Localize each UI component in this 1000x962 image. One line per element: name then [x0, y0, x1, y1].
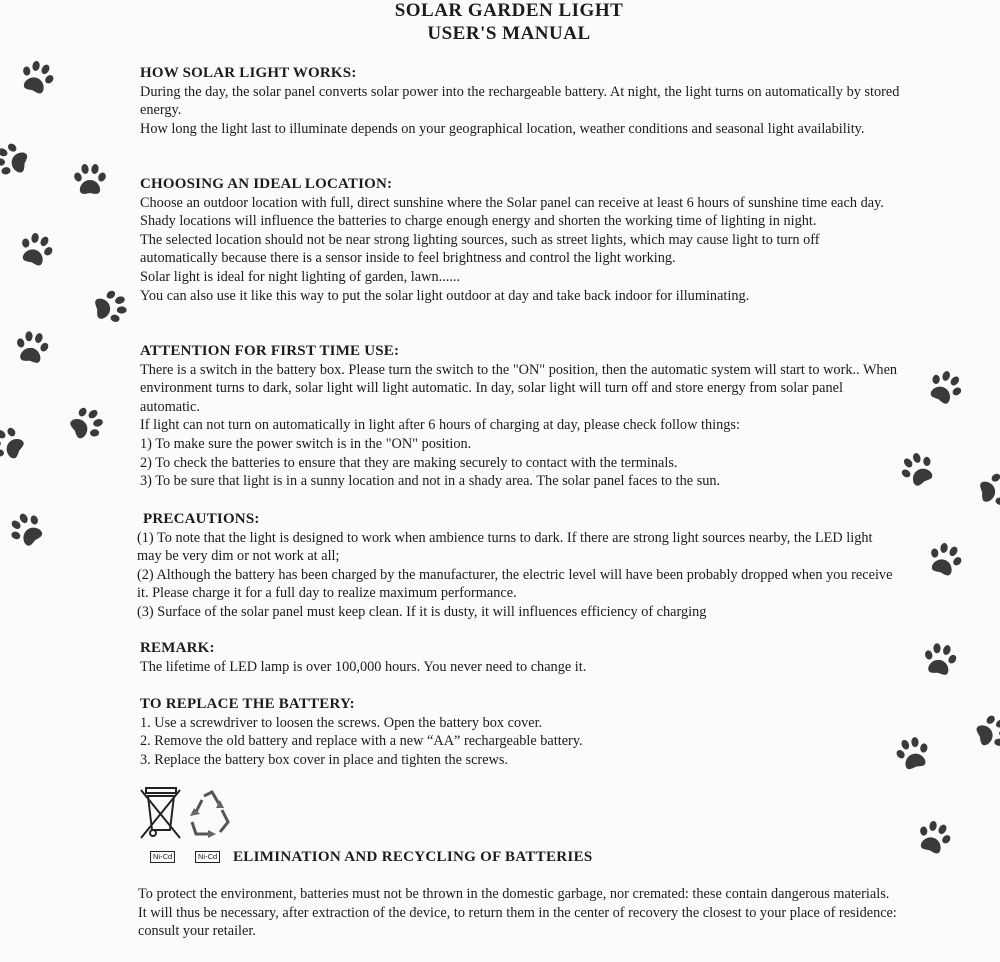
- section-heading: TO REPLACE THE BATTERY:: [140, 696, 355, 712]
- section-first-time-use: [140, 342, 900, 491]
- paragraph: To protect the environment, batteries must not be thrown in the domestic garbage, nor cremated: these contain dangerous materials.: [138, 886, 890, 902]
- paw-print-icon: [0, 417, 35, 472]
- list-item: 2) To check the batteries to ensure that they are making securely to contact with the terminals.: [140, 454, 678, 471]
- paragraph: There is a switch in the battery box. Please turn the switch to the "ON" position, then the automatic system will start to work.. When environment turns to dark, solar light will light automatic. In day, solar light will turn off and store energy from solar panel automatic.: [140, 361, 898, 415]
- paragraph: You can also use it like this way to put the solar light outdoor at day and take back indoor for illuminating.: [140, 287, 750, 304]
- paw-print-icon: [10, 224, 61, 275]
- nicd-label: Ni-Cd: [150, 851, 175, 863]
- paw-print-icon: [917, 637, 963, 683]
- paragraph: If light can not turn on automatically in light after 6 hours of charging at day, please check follow things:: [140, 417, 740, 434]
- section-heading: ATTENTION FOR FIRST TIME USE:: [140, 343, 400, 359]
- list-item: 2. Remove the old battery and replace with a new “AA” rechargeable battery.: [140, 733, 583, 750]
- page-subtitle: USER'S MANUAL: [427, 23, 591, 44]
- paw-print-icon: [918, 361, 973, 416]
- paw-print-icon: [0, 136, 36, 185]
- page-title: SOLAR GARDEN LIGHT: [394, 0, 624, 21]
- section-ideal-location: [140, 175, 900, 305]
- list-item: (1) To note that the light is designed to work when ambience turns to dark. If there are strong light sources nearby, the LED light may be very dim or not work at all;: [137, 529, 873, 565]
- paragraph: Choose an outdoor location with full, direct sunshine where the Solar panel can receive at least 6 hours of sunshine time each day. Shady locations will influence the batteries to charge enough energy and shorten the working time of lighting in night.: [140, 194, 884, 230]
- list-item: (2) Although the battery has been charged by the manufacturer, the electric level will have been probably dropped when you receive it. Please charge it for a full day to realize maximum performance.: [137, 566, 893, 602]
- paw-print-icon: [9, 325, 55, 371]
- paragraph: The lifetime of LED lamp is over 100,000 hours. You never need to change it.: [140, 658, 587, 675]
- paw-print-icon: [966, 706, 1000, 757]
- section-remark: [140, 639, 900, 676]
- paw-print-icon: [889, 730, 938, 779]
- paw-print-icon: [70, 160, 110, 200]
- list-item: 1. Use a screwdriver to loosen the screws. Open the battery box cover.: [140, 714, 543, 731]
- paragraph: How long the light last to illuminate depends on your geographical location, weather conditions and seasonal light availability.: [140, 120, 865, 137]
- paw-print-icon: [908, 812, 959, 863]
- section-heading: CHOOSING AN IDEAL LOCATION:: [140, 176, 393, 192]
- paragraph: Solar light is ideal for night lighting of garden, lawn......: [140, 268, 461, 285]
- section-heading-recycling: ELIMINATION AND RECYCLING OF BATTERIES: [233, 849, 593, 865]
- section-recycling: [138, 885, 898, 941]
- section-heading: PRECAUTIONS:: [143, 511, 260, 527]
- paragraph: The selected location should not be near strong lighting sources, such as street lights, which may cause light to turn off automatically because there is a sensor inside to feel brightness and control the light working.: [140, 231, 820, 267]
- list-item: 1) To make sure the power switch is in the "ON" position.: [140, 435, 472, 452]
- paragraph: During the day, the solar panel converts solar power into the rechargeable battery. At night, the light turns on automatically by stored energy.: [140, 83, 900, 119]
- list-item: 3) To be sure that light is in a sunny location and not in a shady area. The solar panel faces to the sun.: [140, 473, 721, 490]
- paw-print-icon: [0, 502, 55, 558]
- paw-print-icon: [972, 467, 1000, 513]
- section-heading: REMARK:: [140, 640, 215, 656]
- paw-print-icon: [919, 534, 970, 585]
- paw-print-icon: [11, 52, 62, 103]
- paragraph: It will thus be necessary, after extraction of the device, to return them in the center of recovery the closest to your place of residence: consult your retailer.: [138, 904, 897, 940]
- paw-print-icon: [87, 284, 133, 330]
- list-item: 3. Replace the battery box cover in place and tighten the screws.: [140, 751, 509, 768]
- list-item: (3) Surface of the solar panel must keep clean. If it is dusty, it will influences efficiency of charging: [137, 603, 707, 620]
- section-precautions: [137, 510, 900, 622]
- section-heading: HOW SOLAR LIGHT WORKS:: [140, 65, 357, 81]
- section-how-it-works: [140, 64, 900, 138]
- section-replace-battery: [140, 695, 900, 769]
- paw-print-icon: [59, 397, 114, 452]
- nicd-label: Ni-Cd: [195, 851, 220, 863]
- recycle-icon: [186, 788, 236, 844]
